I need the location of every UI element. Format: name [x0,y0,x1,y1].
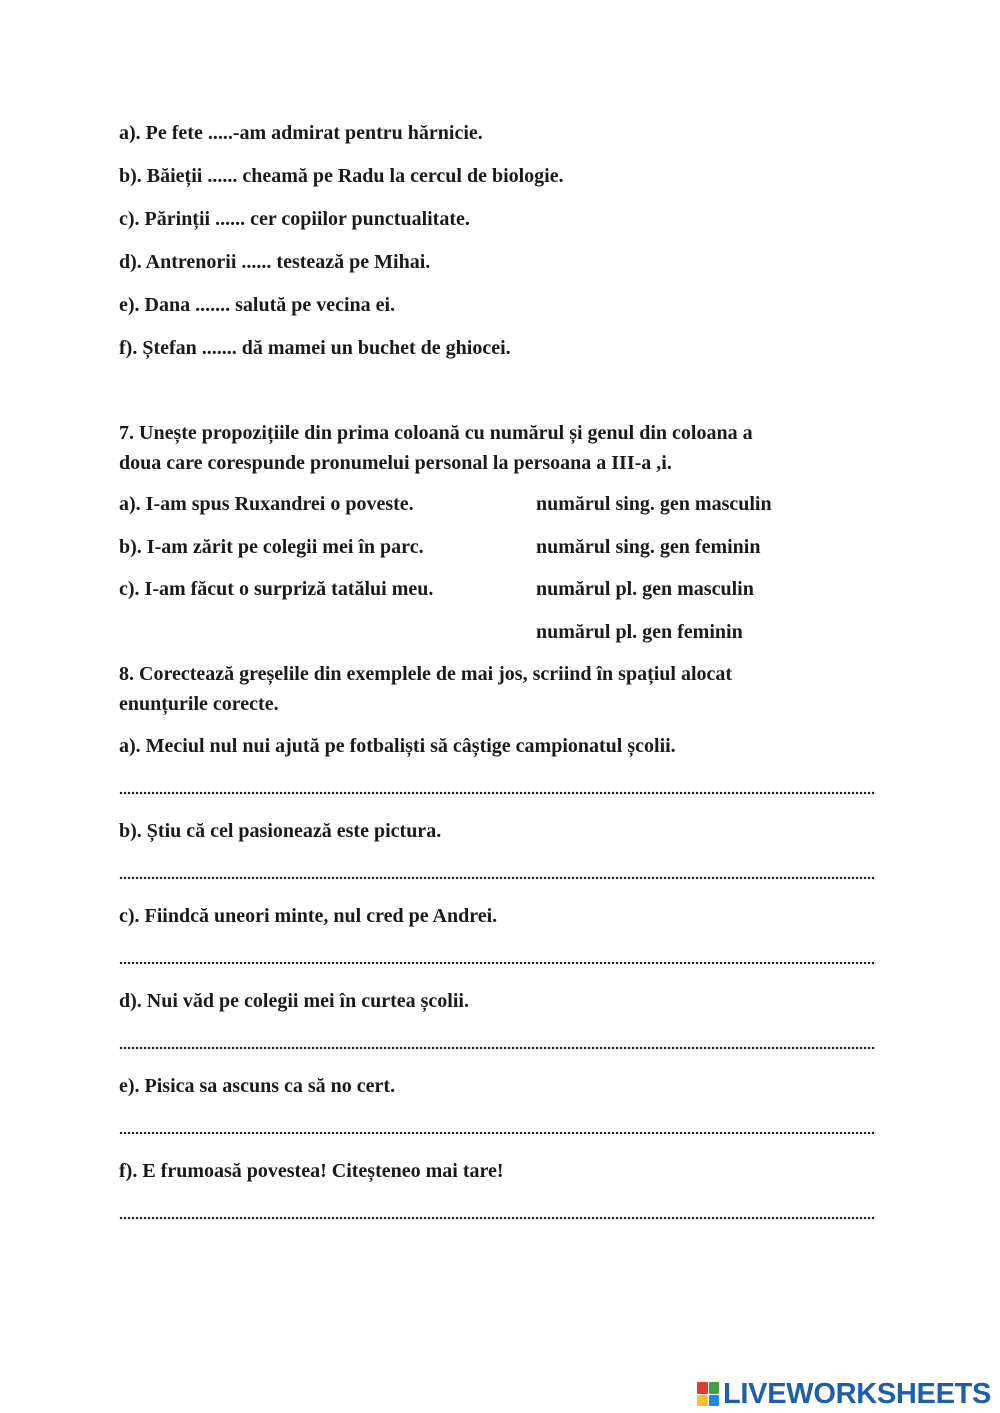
ex8-item-a: a). Meciul nul nui ajută pe fotbaliști să câștige campionatul școlii. [119,735,676,757]
ex8-answer-line-a[interactable] [119,790,876,796]
ex6-item-b: b). Băieții ...... cheamă pe Radu la cercul de biologie. [119,165,564,187]
ex8-item-f: f). E frumoasă povestea! Citeșteneo mai tare! [119,1160,504,1182]
ex8-title-line2: enunțurile corecte. [119,693,279,715]
ex7-right-2[interactable]: numărul sing. gen feminin [536,536,761,558]
ex7-left-a: a). I-am spus Ruxandrei o poveste. [119,493,414,515]
ex7-title-line2: doua care corespunde pronumelui personal la persoana a III-a ,i. [119,452,672,474]
ex6-item-f: f). Ștefan ....... dă mamei un buchet de ghiocei. [119,337,511,359]
ex8-item-b: b). Știu că cel pasionează este pictura. [119,820,442,842]
ex6-item-c: c). Părinții ...... cer copiilor punctualitate. [119,208,470,230]
liveworksheets-logo-icon [697,1382,719,1406]
ex8-answer-line-b[interactable] [119,875,876,881]
logo-square-blue [709,1395,720,1407]
ex7-title-line1: 7. Unește propozițiile din prima coloană cu numărul și genul din coloana a [119,422,753,444]
ex8-title-line1: 8. Corectează greșelile din exemplele de mai jos, scriind în spațiul alocat [119,663,733,685]
ex6-item-e: e). Dana ....... salută pe vecina ei. [119,294,396,316]
ex8-item-c: c). Fiindcă uneori minte, nul cred pe Andrei. [119,905,498,927]
logo-text: LIVEWORKSHEETS [723,1377,992,1410]
logo-square-yellow [697,1395,708,1407]
ex8-answer-line-d[interactable] [119,1045,876,1051]
ex8-answer-line-f[interactable] [119,1215,876,1221]
ex6-item-d: d). Antrenorii ...... testează pe Mihai. [119,251,431,273]
ex7-right-1[interactable]: numărul sing. gen masculin [536,493,772,515]
ex7-right-4[interactable]: numărul pl. gen feminin [536,621,743,643]
ex6-item-a: a). Pe fete .....-am admirat pentru hărnicie. [119,122,483,144]
ex8-answer-line-c[interactable] [119,960,876,966]
ex8-item-e: e). Pisica sa ascuns ca să no cert. [119,1075,396,1097]
ex7-left-b: b). I-am zărit pe colegii mei în parc. [119,536,424,558]
ex7-left-c: c). I-am făcut o surpriză tatălui meu. [119,578,434,600]
liveworksheets-logo [697,1378,991,1410]
logo-square-green [709,1382,720,1394]
ex8-item-d: d). Nui văd pe colegii mei în curtea școlii. [119,990,469,1012]
ex8-answer-line-e[interactable] [119,1130,876,1136]
logo-square-red [697,1382,708,1394]
ex7-right-3[interactable]: numărul pl. gen masculin [536,578,754,600]
